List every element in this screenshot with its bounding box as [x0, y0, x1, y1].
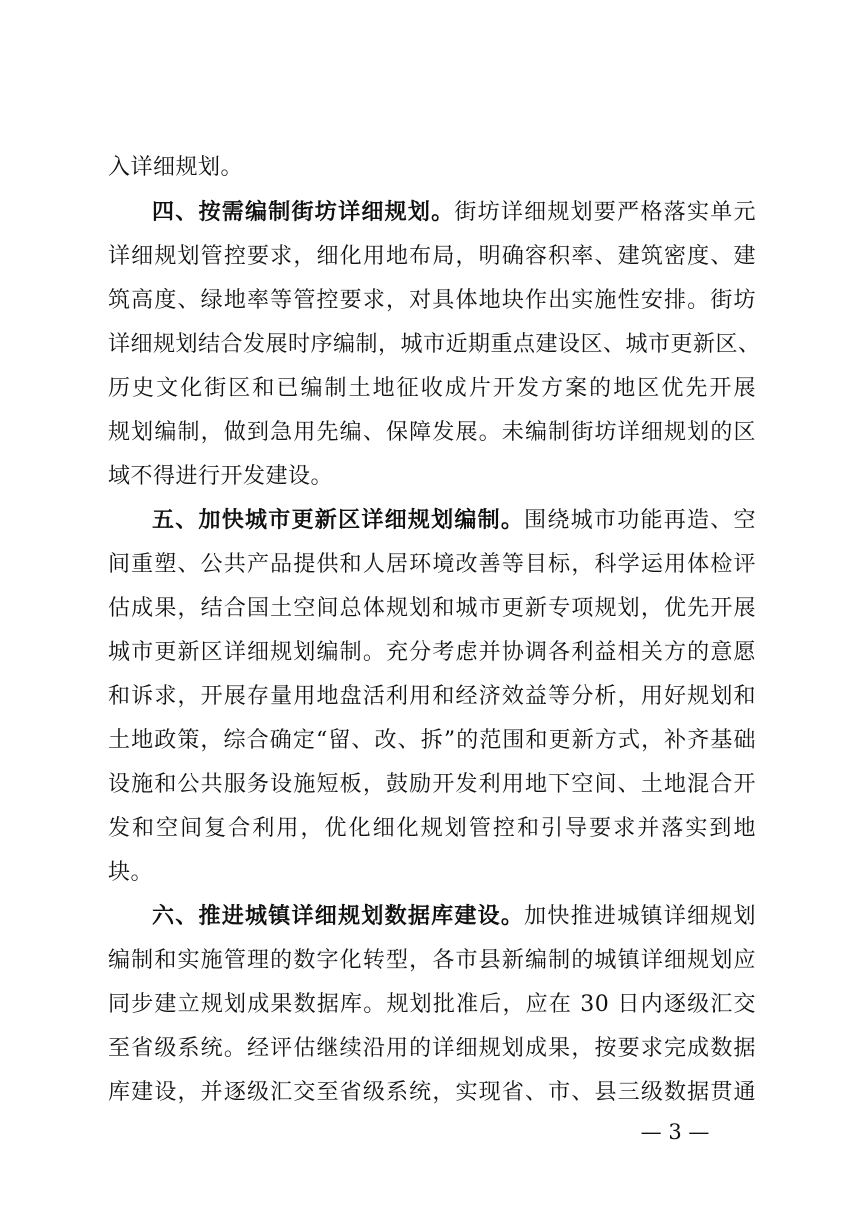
- paragraph-line: [108, 726, 756, 756]
- paragraph-line: [108, 770, 756, 800]
- paragraph-line: [108, 638, 756, 668]
- line-text: 详细规划结合发展时序编制，城市近期重点建设区、城市更新区、: [108, 332, 761, 357]
- paragraph-line: [108, 286, 756, 316]
- paragraph-line: [108, 242, 756, 272]
- line-text: 域不得进行开发建设。: [108, 464, 334, 489]
- line-text: 土地政策，综合确定“留、改、拆”的范围和更新方式，补齐基础: [108, 728, 756, 753]
- paragraph-line: [108, 330, 761, 360]
- paragraph-line: [108, 1078, 756, 1108]
- paragraph-line: [108, 814, 756, 844]
- line-text: 围绕城市功能再造、空: [524, 508, 756, 533]
- section-heading-line: [152, 506, 756, 536]
- paragraph-line: [108, 594, 756, 624]
- paragraph-line: [108, 153, 756, 183]
- line-text: 编制和实施管理的数字化转型，各市县新编制的城镇详细规划应: [108, 948, 756, 973]
- page-number: — 3 —: [640, 1120, 710, 1144]
- line-text: 发和空间复合利用，优化细化规划管控和引导要求并落实到地: [108, 816, 756, 841]
- line-text: 和诉求，开展存量用地盘活利用和经济效益等分析，用好规划和: [108, 684, 756, 709]
- line-text: 设施和公共服务设施短板，鼓励开发利用地下空间、土地混合开: [108, 772, 756, 797]
- line-text: 间重塑、公共产品提供和人居环境改善等目标，科学运用体检评: [108, 552, 756, 577]
- line-text: 规划编制，做到急用先编、保障发展。未编制街坊详细规划的区: [108, 420, 756, 445]
- line-text: 历史文化街区和已编制土地征收成片开发方案的地区优先开展: [108, 376, 756, 401]
- paragraph-line: [108, 550, 756, 580]
- line-text: 同步建立规划成果数据库。规划批准后，应在 30 日内逐级汇交: [108, 992, 756, 1017]
- line-text: 街坊详细规划要严格落实单元: [454, 200, 756, 225]
- paragraph-line: [108, 374, 756, 404]
- line-text: 城市更新区详细规划编制。充分考虑并协调各利益相关方的意愿: [108, 640, 756, 665]
- section-heading-line: [152, 902, 756, 932]
- line-text: 块。: [108, 860, 154, 885]
- paragraph-line: [108, 418, 756, 448]
- section-heading: 五、加快城市更新区详细规划编制。: [152, 508, 525, 533]
- paragraph-line: [108, 990, 756, 1020]
- paragraph-line: [108, 858, 756, 888]
- line-text: 详细规划管控要求，细化用地布局，明确容积率、建筑密度、建: [108, 244, 756, 269]
- line-text: 筑高度、绿地率等管控要求，对具体地块作出实施性安排。街坊: [108, 288, 756, 313]
- paragraph-line: [108, 682, 756, 712]
- line-text: 入详细规划。: [108, 155, 244, 180]
- section-heading: 四、按需编制街坊详细规划。: [152, 200, 455, 225]
- paragraph-line: [108, 462, 756, 492]
- paragraph-line: [108, 1034, 756, 1064]
- section-heading: 六、推进城镇详细规划数据库建设。: [152, 904, 525, 929]
- line-text: 至省级系统。经评估继续沿用的详细规划成果，按要求完成数据: [108, 1036, 756, 1061]
- line-text: 库建设，并逐级汇交至省级系统，实现省、市、县三级数据贯通: [108, 1080, 756, 1105]
- line-text: 估成果，结合国土空间总体规划和城市更新专项规划，优先开展: [108, 596, 756, 621]
- line-text: 加快推进城镇详细规划: [524, 904, 756, 929]
- paragraph-line: [108, 946, 756, 976]
- section-heading-line: [152, 198, 756, 228]
